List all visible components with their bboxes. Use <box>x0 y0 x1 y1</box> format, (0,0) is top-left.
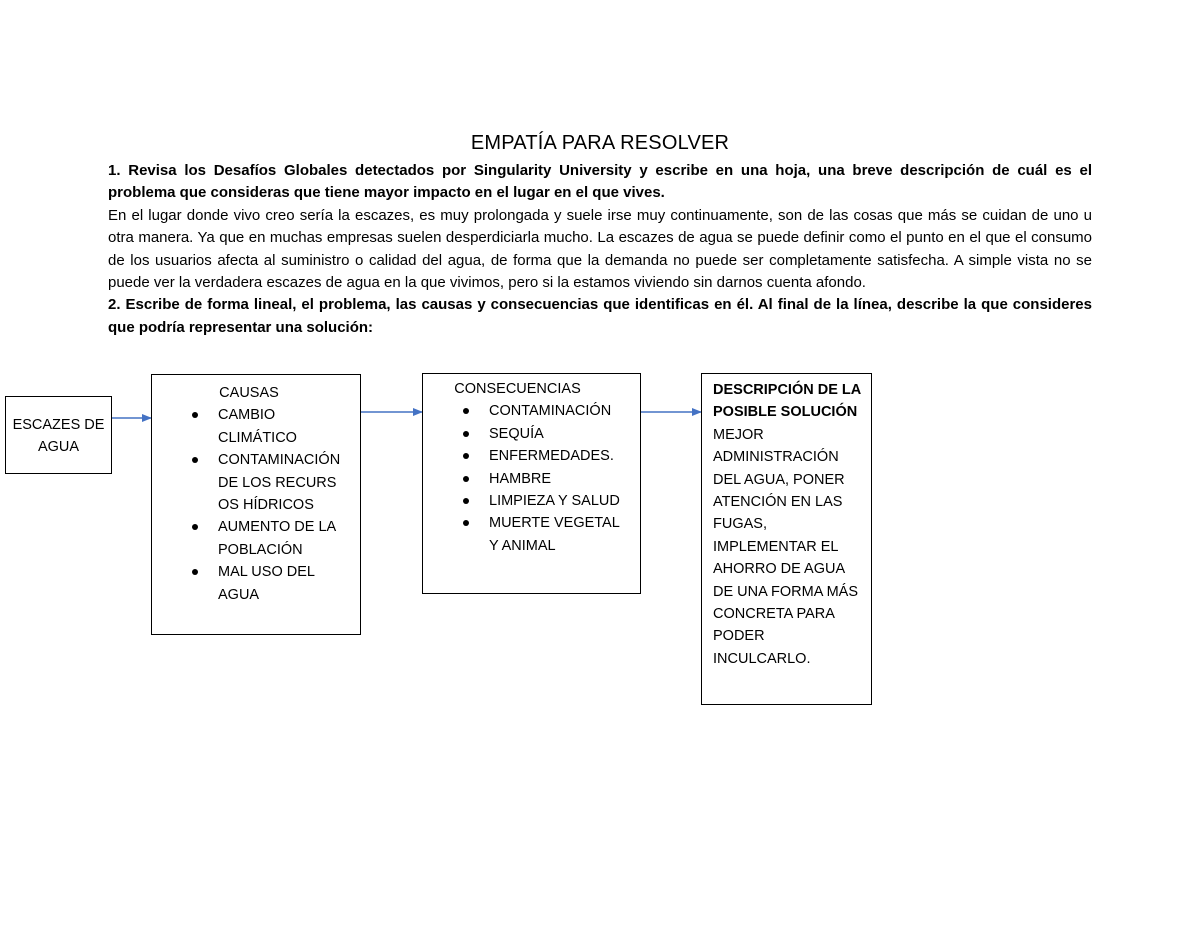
consequences-heading: CONSECUENCIAS <box>454 381 581 397</box>
list-item: AUMENTO DE LA POBLACIÓN <box>152 516 360 561</box>
question-1: 1. Revisa los Desafíos Globales detectados por Singularity University y escribe en una hoja, una breve descripción de cuál es el problema que consideras que tiene mayor impacto en el lugar en el que vives. <box>108 162 1092 202</box>
solution-box <box>701 373 872 705</box>
causes-box <box>151 374 361 635</box>
consequences-box <box>422 373 641 594</box>
list-item: SEQUÍA <box>423 423 640 445</box>
causes-list <box>152 404 360 606</box>
list-item: HAMBRE <box>423 468 640 490</box>
list-item: CONTAMINACIÓN DE LOS RECURSOS HÍDRICOS <box>152 449 360 516</box>
list-item: CAMBIO CLIMÁTICO <box>152 404 360 449</box>
solution-heading: DESCRIPCIÓN DE LA POSIBLE SOLUCIÓN <box>713 382 861 421</box>
problem-label: ESCAZES DE AGUA <box>12 416 105 455</box>
problem-box <box>5 396 112 474</box>
question-2: 2. Escribe de forma lineal, el problema, las causas y consecuencias que identificas en él. Al final de la línea, describe la que consideres que podría representar una solución: <box>108 296 1092 336</box>
list-item: MAL USO DEL AGUA <box>152 561 360 606</box>
causes-heading: CAUSAS <box>219 385 279 401</box>
solution-text: MEJOR ADMINISTRACIÓN DEL AGUA, PONER ATENCIÓN EN LAS FUGAS, IMPLEMENTAR EL AHORRO DE AGUA DE UNA FORMA MÁS CONCRETA PARA PODER INCULCARLO. <box>713 426 859 667</box>
list-item: MUERTE VEGETAL Y ANIMAL <box>423 512 640 557</box>
document-title: EMPATÍA PARA RESOLVER <box>470 132 730 154</box>
list-item: CONTAMINACIÓN <box>423 400 640 422</box>
list-item: ENFERMEDADES. <box>423 445 640 467</box>
list-item: LIMPIEZA Y SALUD <box>423 490 640 512</box>
answer-1: En el lugar donde vivo creo sería la escazes, es muy prolongada y suele irse muy continuamente, son de las cosas que más se cuidan de uno u otra manera. Ya que en muchas empresas suelen desperdiciarla mucho. La escazes de agua se puede definir como el punto en el que el consumo de los usuarios afecta al suministro o calidad del agua, de forma que la demanda no puede ser completamente satisfecha. A simple vista no se puede ver la verdadera escazes de agua en la que vivimos, pero si la estamos viviendo sin darnos cuenta afondo. <box>108 206 1092 292</box>
consequences-list <box>423 400 640 557</box>
